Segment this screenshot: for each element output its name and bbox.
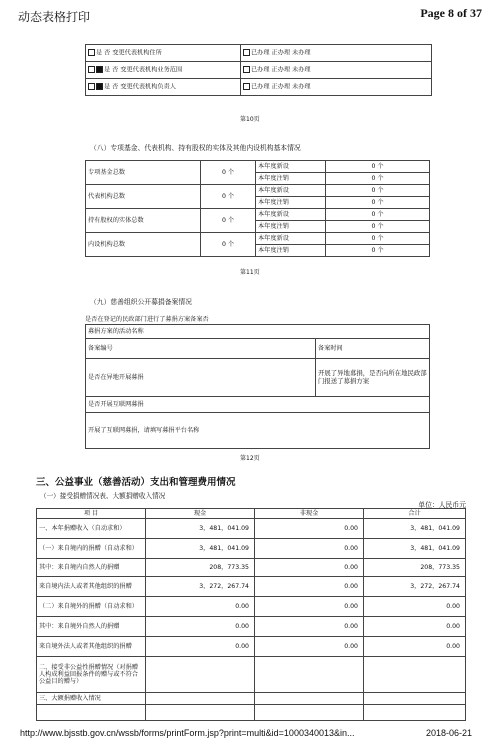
row-label: （一）来自境内的捐赠（自动求和）	[37, 539, 146, 559]
table-row	[86, 185, 430, 197]
section-title: （八）专项基金、代表机构、持有股权的实体及其他内设机构基本情况	[90, 144, 301, 152]
table-row	[37, 559, 466, 577]
sub-value: 0 个	[326, 221, 430, 233]
total-value: 3，481，041.09	[364, 519, 466, 539]
total-value	[364, 693, 466, 705]
total-value: 0.00	[364, 637, 466, 657]
table-row	[86, 325, 430, 339]
item-label: 变更代表机构业务范围	[120, 66, 183, 74]
table-row	[37, 577, 466, 597]
table-row	[86, 45, 432, 62]
sub-value: 0 个	[326, 233, 430, 245]
checkbox-icon[interactable]	[88, 66, 95, 73]
yes-no-cell: 是 否 变更代表机构负责人	[86, 79, 241, 96]
donation-income-table	[36, 508, 466, 721]
noncash-value: 0.00	[255, 539, 364, 559]
table-row	[86, 359, 430, 397]
status-cell: 已办理 正办理 未办理	[241, 79, 432, 96]
row-label: （二）来自境外的捐赠（自动求和）	[37, 597, 146, 617]
count-value: 0 个	[201, 185, 256, 209]
row-label: 其中：来自境外自然人的捐赠	[37, 617, 146, 637]
print-date: 2018-06-21	[425, 728, 472, 738]
noncash-value: 0.00	[255, 617, 364, 637]
table-header-row	[37, 509, 466, 519]
row-label: 一、本年捐赠收入（自动求和）	[37, 519, 146, 539]
table-row	[86, 233, 430, 245]
cash-value: 3，272，267.74	[146, 577, 255, 597]
sub-value: 0 个	[326, 161, 430, 173]
noncash-value	[255, 657, 364, 693]
remote-fundraising-note: 开展了异地募捐，是否向所在地民政部门报送了募捐方案	[316, 359, 430, 397]
checkbox-icon[interactable]	[243, 66, 250, 73]
column-header: 项 目	[37, 509, 146, 519]
sub-label: 本年度注销	[256, 245, 326, 257]
sub-value: 0 个	[326, 185, 430, 197]
column-header: 现金	[146, 509, 255, 519]
section-heading: 三、公益事业（慈善活动）支出和管理费用情况	[36, 477, 236, 488]
row-label: 来自境外法人或者其他组织的捐赠	[37, 637, 146, 657]
table-row	[86, 161, 430, 173]
item-label: 变更代表机构负责人	[120, 83, 176, 91]
sub-value: 0 个	[326, 197, 430, 209]
sub-label: 本年度新设	[256, 233, 326, 245]
cash-value: 0.00	[146, 637, 255, 657]
table-row	[37, 705, 466, 721]
column-header: 非现金	[255, 509, 364, 519]
currency-unit: 单位：人民币元	[418, 501, 466, 509]
count-value: 0 个	[201, 233, 256, 257]
question-text: 是否在登记的民政部门进行了募捐方案备案否	[85, 316, 209, 323]
row-label: 二、接受非公益性捐赠情况（对捐赠人构成利益回报条件的赠与或不符合公益目的赠与）	[37, 657, 146, 693]
table-row	[37, 597, 466, 617]
section-subheading: （一）接受捐赠情况表、大额捐赠收入情况	[40, 492, 166, 500]
checkbox-icon[interactable]	[88, 49, 95, 56]
yes-no-cell: 是 否 变更代表机构业务范围	[86, 62, 241, 79]
activity-name-label: 募捐方案的活动名称	[86, 325, 430, 339]
cash-value: 3，481，041.09	[146, 519, 255, 539]
cash-value	[146, 693, 255, 705]
table-row	[86, 79, 432, 96]
total-value	[364, 657, 466, 693]
row-label: 内设机构总数	[86, 233, 201, 257]
sub-label: 本年度新设	[256, 161, 326, 173]
table-row	[37, 637, 466, 657]
cash-value: 3，481，041.09	[146, 539, 255, 559]
checkbox-checked-icon[interactable]	[96, 83, 103, 90]
row-label: 持有股权的实体总数	[86, 209, 201, 233]
total-value: 0.00	[364, 617, 466, 637]
table-row	[37, 519, 466, 539]
fundraising-record-table	[85, 324, 430, 449]
institution-count-table	[85, 160, 430, 257]
noncash-value: 0.00	[255, 577, 364, 597]
row-label: 三、大额捐赠收入情况	[37, 693, 146, 705]
remote-fundraising-label: 是否在异地开展募捐	[86, 359, 316, 397]
change-status-table	[85, 44, 432, 96]
noncash-value: 0.00	[255, 559, 364, 577]
sub-value: 0 个	[326, 245, 430, 257]
cash-value	[146, 657, 255, 693]
internet-platform-label: 开展了互联网募捐，请填写募捐平台名称	[86, 413, 430, 449]
row-label: 其中：来自境内自然人的捐赠	[37, 559, 146, 577]
row-label: 代表机构总数	[86, 185, 201, 209]
count-value: 0 个	[201, 209, 256, 233]
table-row	[86, 62, 432, 79]
table-row	[37, 657, 466, 693]
checkbox-icon[interactable]	[243, 49, 250, 56]
cash-value: 0.00	[146, 617, 255, 637]
sub-label: 本年度新设	[256, 209, 326, 221]
record-number-label: 备案编号	[86, 339, 316, 359]
noncash-value	[255, 693, 364, 705]
section-title: （九）慈善组织公开募捐备案情况	[90, 298, 192, 306]
checkbox-checked-icon[interactable]	[96, 66, 103, 73]
noncash-value: 0.00	[255, 637, 364, 657]
total-value: 0.00	[364, 597, 466, 617]
noncash-value: 0.00	[255, 597, 364, 617]
table-row	[37, 539, 466, 559]
print-header-title: 动态表格打印	[18, 10, 91, 24]
sub-label: 本年度注销	[256, 197, 326, 209]
checkbox-icon[interactable]	[243, 83, 250, 90]
total-value: 3，481，041.09	[364, 539, 466, 559]
noncash-value: 0.00	[255, 519, 364, 539]
cash-value: 0.00	[146, 597, 255, 617]
column-header: 合计	[364, 509, 466, 519]
yes-no-cell: 是 否 变更代表机构住所	[86, 45, 241, 62]
table-row	[86, 413, 430, 449]
sub-label: 本年度注销	[256, 173, 326, 185]
sub-label: 本年度注销	[256, 221, 326, 233]
table-row	[86, 209, 430, 221]
sub-value: 0 个	[326, 173, 430, 185]
record-time-label: 备案时间	[316, 339, 430, 359]
sub-label: 本年度新设	[256, 185, 326, 197]
source-url-link[interactable]: http://www.bjsstb.gov.cn/wssb/forms/printForm.jsp?print=multi&id=1000340013&in...	[20, 728, 355, 738]
page-number: 第11页	[240, 269, 260, 276]
page-number: 第10页	[240, 116, 260, 123]
internet-fundraising-label: 是否开展互联网募捐	[86, 397, 430, 413]
table-row	[37, 617, 466, 637]
status-cell: 已办理 正办理 未办理	[241, 62, 432, 79]
status-cell: 已办理 正办理 未办理	[241, 45, 432, 62]
page-indicator: Page 8 of 37	[420, 6, 482, 20]
checkbox-icon[interactable]	[88, 83, 95, 90]
row-label: 专项基金总数	[86, 161, 201, 185]
sub-value: 0 个	[326, 209, 430, 221]
page-number: 第12页	[240, 455, 260, 462]
table-row	[86, 397, 430, 413]
cash-value: 208，773.35	[146, 559, 255, 577]
table-row	[37, 693, 466, 705]
row-label: 来自境内法人或者其他组织的捐赠	[37, 577, 146, 597]
total-value: 208，773.35	[364, 559, 466, 577]
total-value: 3，272，267.74	[364, 577, 466, 597]
table-row	[86, 339, 430, 359]
count-value: 0 个	[201, 161, 256, 185]
item-label: 变更代表机构住所	[112, 49, 162, 57]
